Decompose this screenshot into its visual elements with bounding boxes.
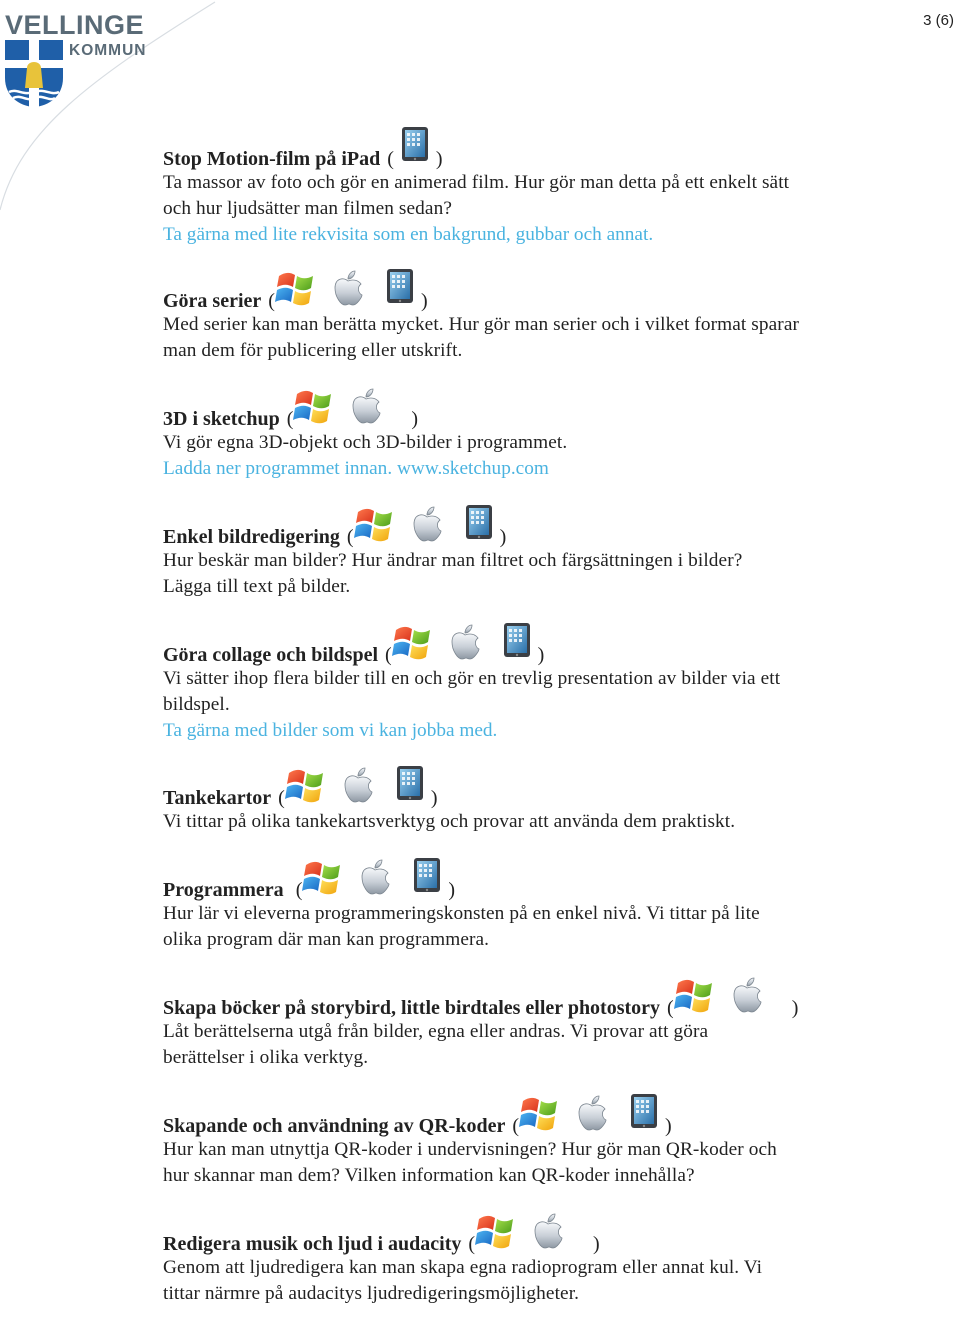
section-description: Vi tittar på olika tankekartsverktyg och provar att använda dem praktiskt. — [163, 811, 736, 832]
section-skapa-bocker: Skapa böcker på storybird, little birdtales eller photostory ( ) Låt berättelserna utgå från bilder, egna eller andras. Vi provar att göra berättelser i olika verktyg. — [163, 989, 923, 1071]
section-title: Göra serier — [163, 290, 262, 312]
section-title: Tankekartor — [163, 787, 272, 809]
section-description: Hur kan man utnyttja QR-koder i undervisningen? Hur gör man QR-koder och hur skannar man dem? Vilken information kan QR-koder innehålla? — [163, 1139, 777, 1186]
section-tankekartor: Tankekartor ( ) Vi tittar på olika tankekartsverktyg och provar att använda dem praktiskt. — [163, 779, 923, 835]
windows-icon — [293, 386, 335, 426]
section-title: Skapa böcker på storybird, little birdtales eller photostory — [163, 997, 661, 1019]
section-title: Redigera musik och ljud i audacity — [163, 1233, 462, 1255]
section-description: Ta massor av foto och gör en animerad film. Hur gör man detta på ett enkelt sätt och hur ljudsätter man filmen sedan? — [163, 172, 790, 219]
section-programmera: Programmera ( ) Hur lär vi eleverna programmeringskonsten på en enkel nivå. Vi tittar på lite olika program där man kan programmera. — [163, 871, 923, 953]
section-title: 3D i sketchup — [163, 408, 280, 430]
apple-icon — [345, 386, 387, 426]
vellinge-kommun-logo — [3, 8, 163, 108]
windows-icon — [302, 857, 344, 897]
apple-icon — [527, 1211, 569, 1251]
section-enkel-bildredigering: Enkel bildredigering ( ) Hur beskär man bilder? Hur ändrar man filtret och färgsättningen i bilder? Lägga till text på bilder. — [163, 518, 923, 600]
section-note: Ta gärna med bilder som vi kan jobba med. — [163, 719, 498, 741]
coat-of-arms-icon — [3, 38, 65, 108]
section-title: Göra collage och bildspel — [163, 644, 378, 666]
section-title: Skapande och användning av QR-koder — [163, 1115, 506, 1137]
section-title: Programmera — [163, 879, 284, 901]
ipad-icon — [379, 268, 421, 308]
section-title: Enkel bildredigering — [163, 526, 340, 548]
apple-icon — [444, 622, 486, 662]
section-note: Ladda ner programmet innan. www.sketchup.com — [163, 457, 549, 479]
section-collage-bildspel: Göra collage och bildspel ( ) Vi sätter ihop flera bilder till en och gör en trevlig presentation av bilder via ett bildspel. Ta gärna med bilder som vi kan jobba med. — [163, 636, 923, 743]
apple-icon — [571, 1093, 613, 1133]
section-description: Med serier kan man berätta mycket. Hur gör man serier och i vilket format sparar man dem för publicering eller utskrift. — [163, 314, 800, 361]
section-qr-koder: Skapande och användning av QR-koder ( ) Hur kan man utnyttja QR-koder i undervisningen? Hur gör man QR-koder och hur skannar man dem? Vilken information kan QR-koder innehålla? — [163, 1107, 923, 1189]
apple-icon — [406, 504, 448, 544]
windows-icon — [519, 1093, 561, 1133]
logo-text-kommun: KOMMUN — [69, 42, 147, 59]
windows-icon — [392, 622, 434, 662]
logo-text-vellinge: VELLINGE — [5, 10, 145, 40]
section-description: Låt berättelserna utgå från bilder, egna eller andras. Vi provar att göra berättelser i olika verktyg. — [163, 1021, 709, 1068]
section-note: Ta gärna med lite rekvisita som en bakgrund, gubbar och annat. — [163, 223, 654, 245]
ipad-icon — [406, 857, 448, 897]
section-description: Vi sätter ihop flera bilder till en och gör en trevlig presentation av bilder via ett bildspel. — [163, 668, 781, 715]
section-description: Genom att ljudredigera kan man skapa egna radioprogram eller annat kul. Vi tittar närmre på audacitys ljudredigeringsmöjligheter. — [163, 1257, 763, 1304]
apple-icon — [337, 765, 379, 805]
ipad-icon — [389, 765, 431, 805]
section-description: Hur lär vi eleverna programmeringskonsten på en enkel nivå. Vi tittar på lite olika program där man kan programmera. — [163, 903, 760, 950]
ipad-icon — [623, 1093, 665, 1133]
section-stop-motion: Stop Motion-film på iPad ( ) Ta massor av foto och gör en animerad film. Hur gör man detta på ett enkelt sätt och hur ljudsätter man filmen sedan? Ta gärna med lite rekvisita som en bakgrund, gubbar och annat. — [163, 140, 923, 247]
windows-icon — [285, 765, 327, 805]
apple-icon — [726, 975, 768, 1015]
windows-icon — [475, 1211, 517, 1251]
apple-icon — [354, 857, 396, 897]
section-description: Hur beskär man bilder? Hur ändrar man filtret och färgsättningen i bilder? Lägga till text på bilder. — [163, 550, 743, 597]
windows-icon — [354, 504, 396, 544]
section-audacity: Redigera musik och ljud i audacity ( ) Genom att ljudredigera kan man skapa egna radioprogram eller annat kul. Vi tittar närmre på audacitys ljudredigeringsmöjligheter. — [163, 1225, 923, 1307]
windows-icon — [275, 268, 317, 308]
ipad-icon — [394, 126, 436, 166]
page-number: 3 (6) — [923, 12, 954, 29]
section-description: Vi gör egna 3D-objekt och 3D-bilder i programmet. — [163, 432, 568, 453]
section-gora-serier: Göra serier ( ) Med serier kan man berätta mycket. Hur gör man serier och i vilket format sparar man dem för publicering eller utskrift. — [163, 282, 923, 364]
ipad-icon — [496, 622, 538, 662]
section-title: Stop Motion-film på iPad — [163, 148, 381, 170]
section-3d-sketchup: 3D i sketchup ( ) Vi gör egna 3D-objekt och 3D-bilder i programmet. Ladda ner programmet innan. www.sketchup.com — [163, 400, 923, 482]
ipad-icon — [458, 504, 500, 544]
windows-icon — [674, 975, 716, 1015]
apple-icon — [327, 268, 369, 308]
